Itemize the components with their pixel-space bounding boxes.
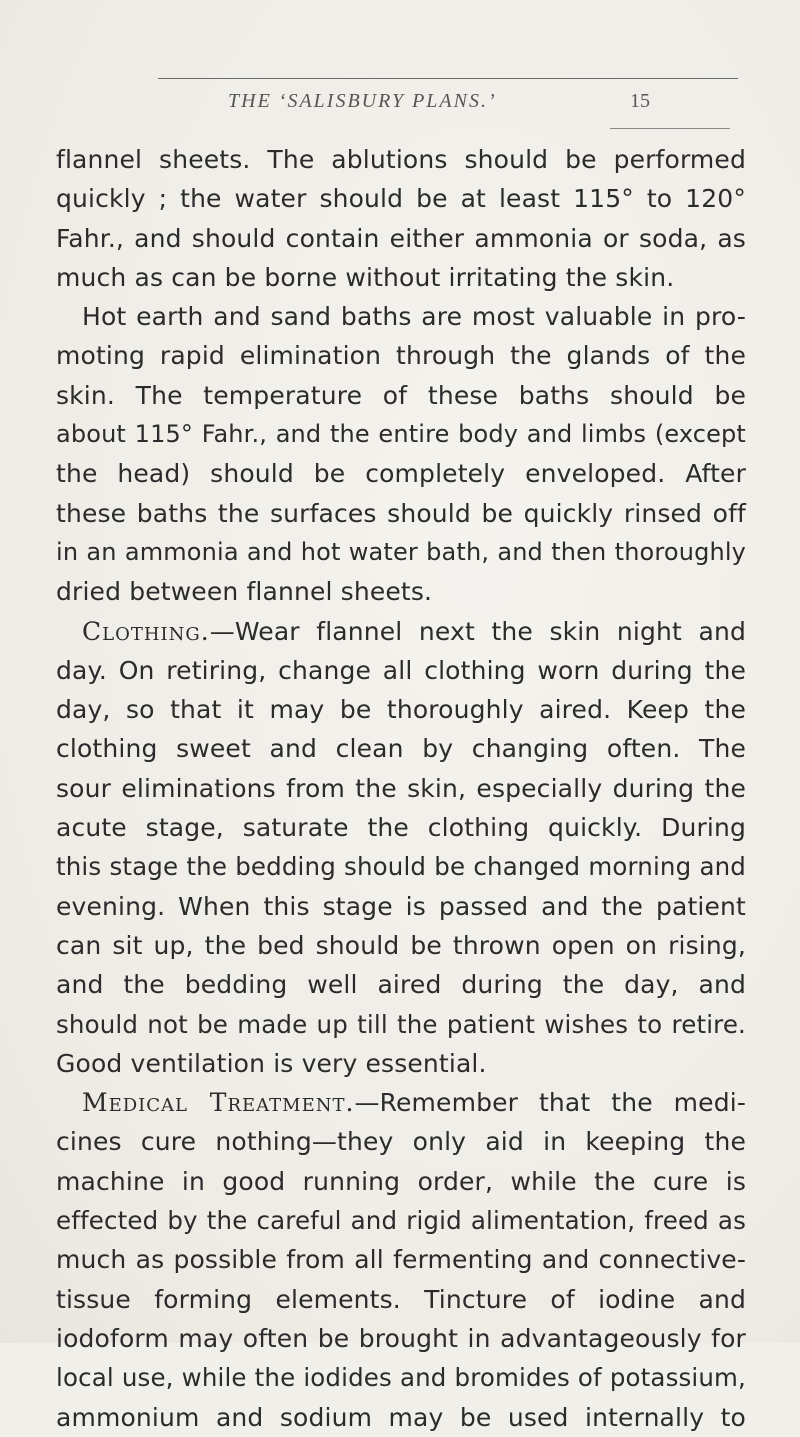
text-line: clothing sweet and clean by changing often. The (56, 734, 746, 764)
section-heading-clothing: Clothing. (82, 616, 210, 646)
section-clothing: Clothing.—Wear flannel next the skin night and (82, 616, 746, 646)
text-line: local use, while the iodides and bromides of potassium, (56, 1363, 746, 1393)
text-line: acute stage, saturate the clothing quickly. During (56, 813, 746, 843)
text-line: sour eliminations from the skin, especially during the (56, 773, 746, 803)
page-number: 15 (630, 90, 650, 112)
text-line: evening. When this stage is passed and the patient (56, 891, 746, 921)
text-line: can sit up, the bed should be thrown open on rising, (56, 930, 746, 960)
text-line: about 115° Fahr., and the entire body and limbs (except (56, 420, 746, 449)
text-line: tissue forming elements. Tincture of iodine and (56, 1284, 746, 1314)
text-line: machine in good running order, while the cure is (56, 1166, 746, 1196)
running-head (228, 90, 748, 124)
section-medical-treatment: Medical Treatment.—Remember that the medi- (82, 1088, 746, 1118)
running-title: THE ‘SALISBURY PLANS.’ (228, 90, 497, 112)
text-line: skin. The temperature of these baths should be (56, 380, 746, 410)
text-line: ammonium and sodium may be used internally to (56, 1402, 746, 1432)
text-line: much as can be borne without irritating the skin. (56, 262, 675, 292)
text-line: in an ammonia and hot water bath, and then thoroughly (56, 537, 746, 566)
head-rule (610, 128, 730, 129)
text-line: moting rapid elimination through the glands of the (56, 341, 746, 371)
top-rule (158, 78, 738, 79)
section-heading-medical-treatment: Medical Treatment. (82, 1088, 355, 1118)
text-line: much as possible from all fermenting and connective- (56, 1245, 746, 1275)
text-line: flannel sheets. The ablutions should be performed (56, 145, 746, 174)
text-line: dried between flannel sheets. (56, 577, 433, 607)
text-line: cines cure nothing—they only aid in keeping the (56, 1127, 746, 1157)
text-line: and the bedding well aired during the day, and (56, 970, 746, 1000)
text-line: effected by the careful and rigid alimentation, freed as (56, 1206, 746, 1236)
text-line: day, so that it may be thoroughly aired. Keep the (56, 695, 746, 725)
text-line: Fahr., and should contain either ammonia or soda, as (56, 223, 746, 253)
text-line: Hot earth and sand baths are most valuable in pro- (82, 302, 746, 332)
text-line: iodoform may often be brought in advantageously for (56, 1323, 746, 1353)
text-line: day. On retiring, change all clothing worn during the (56, 655, 746, 685)
text-line: should not be made up till the patient wishes to retire. (56, 1009, 746, 1039)
body-text (56, 140, 746, 1437)
text-line: Good ventilation is very essential. (56, 1048, 487, 1078)
text-line: these baths the surfaces should be quickly rinsed off (56, 498, 746, 528)
text-line: the head) should be completely enveloped. After (56, 459, 746, 489)
text-line: this stage the bedding should be changed morning and (56, 852, 746, 882)
text-line: quickly ; the water should be at least 115° to 120° (56, 184, 746, 214)
